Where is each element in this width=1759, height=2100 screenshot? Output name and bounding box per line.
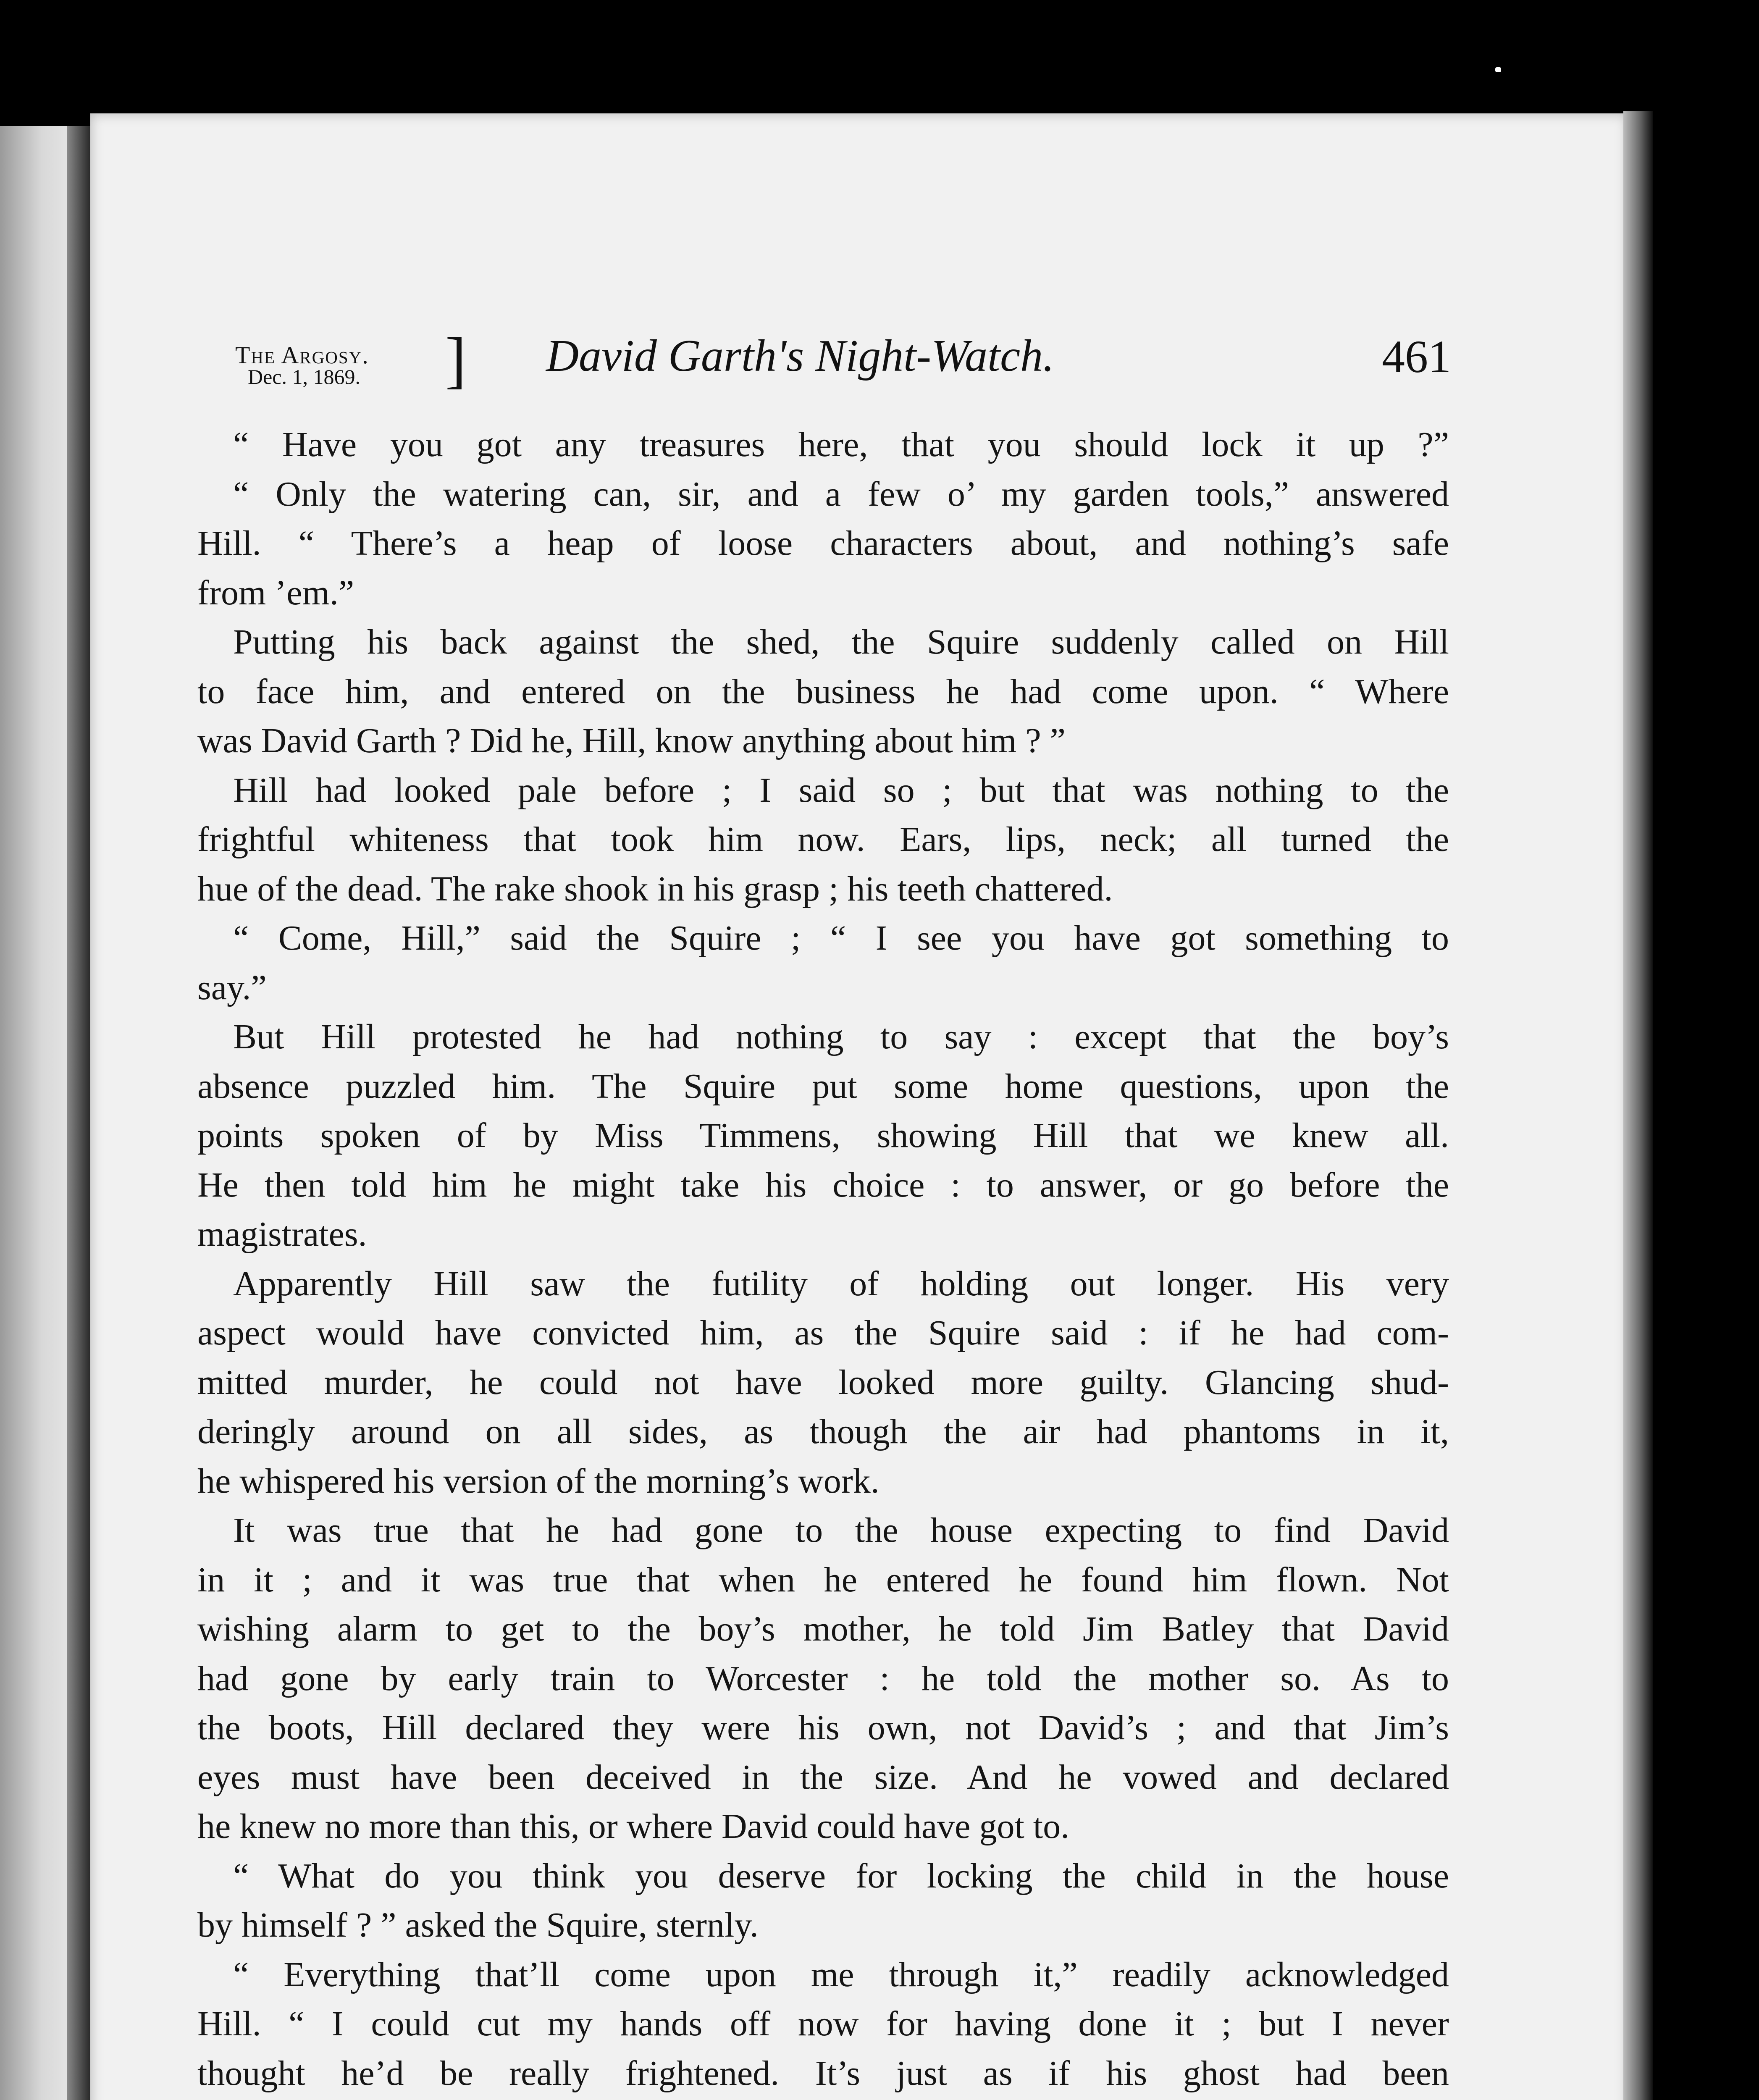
text-line: from ’em.” — [197, 573, 354, 612]
text-line: wishing alarm to get to the boy’s mother, he told Jim Batley that David — [197, 1609, 1449, 1648]
text-line: in it ; and it was true that when he entered he found him flown. Not — [197, 1560, 1449, 1599]
text-line: It was true that he had gone to the house expecting to find David — [233, 1511, 1449, 1550]
text-line: he knew no more than this, or where David could have got to. — [197, 1807, 1070, 1846]
text-line: “ Everything that’ll come upon me through it,” readily acknowledged — [233, 1955, 1449, 1994]
text-line: thought he’d be really frightened. It’s just as if his ghost had been — [197, 2053, 1449, 2093]
text-line — [197, 2098, 1449, 2100]
page-edge — [1623, 111, 1653, 2100]
page-header — [143, 325, 1457, 403]
text-line: absence puzzled him. The Squire put some home questions, upon the — [197, 1066, 1449, 1106]
text-line: the boots, Hill declared they were his own, not David’s ; and that Jim’s — [197, 1708, 1449, 1747]
text-line: had gone by early train to Worcester : he told the mother so. As to — [197, 1659, 1449, 1698]
text-line: eyes must have been deceived in the size. And he vowed and declared — [197, 1757, 1449, 1797]
text-line: Hill. “ I could cut my hands off now for having done it ; but I never — [197, 2004, 1449, 2043]
running-head-line1: The Argosy. — [235, 341, 369, 369]
text-line: Hill. “ There’s a heap of loose characters about, and nothing’s safe — [197, 524, 1449, 563]
text-line: points spoken of by Miss Timmens, showing Hill that we knew all. — [197, 1116, 1449, 1155]
text-line: Hill had looked pale before ; I said so ; but that was nothing to the — [233, 770, 1449, 810]
text-line: “ Only the watering can, sir, and a few o’ my garden tools,” answered — [233, 474, 1449, 514]
text-line: deringly around on all sides, as though the air had phantoms in it, — [197, 1412, 1449, 1451]
text-line: “ Come, Hill,” said the Squire ; “ I see you have got something to — [233, 919, 1449, 958]
text-line: by himself ? ” asked the Squire, sternly. — [197, 1906, 759, 1945]
running-head-bracket: ] — [445, 325, 466, 395]
dust-speck — [1495, 67, 1501, 72]
running-head-line2: Dec. 1, 1869. — [248, 365, 360, 388]
text-line: “ Have you got any treasures here, that you should lock it up ?” — [233, 425, 1449, 464]
text-line: mitted murder, he could not have looked more guilty. Glancing shud- — [197, 1362, 1449, 1402]
text-line: Apparently Hill saw the futility of holding out longer. His very — [233, 1264, 1449, 1303]
page-title: David Garth's Night-Watch. — [546, 331, 1055, 381]
text-line: aspect would have convicted him, as the Squire said : if he had com- — [197, 1313, 1449, 1352]
text-line: He then told him he might take his choice : to answer, or go before the — [197, 1165, 1449, 1205]
text-line: But Hill protested he had nothing to say : except that the boy’s — [233, 1017, 1449, 1056]
text-line: to face him, and entered on the business he had come upon. “ Where — [197, 672, 1449, 711]
text-line: “ What do you think you deserve for locking the child in the house — [233, 1856, 1449, 1895]
text-line: frightful whiteness that took him now. Ears, lips, neck; all turned the — [197, 820, 1449, 859]
text-line: Putting his back against the shed, the Squire suddenly called on Hill — [233, 622, 1449, 662]
text-line: he whispered his version of the morning’s work. — [197, 1461, 880, 1501]
text-line: say.” — [197, 968, 267, 1007]
text-line: magistrates. — [197, 1215, 367, 1254]
body-text — [197, 420, 1449, 2100]
text-line: hue of the dead. The rake shook in his grasp ; his teeth chattered. — [197, 869, 1113, 908]
text-line: was David Garth ? Did he, Hill, know anything about him ? ” — [197, 721, 1066, 760]
page-number: 461 — [1382, 331, 1451, 382]
